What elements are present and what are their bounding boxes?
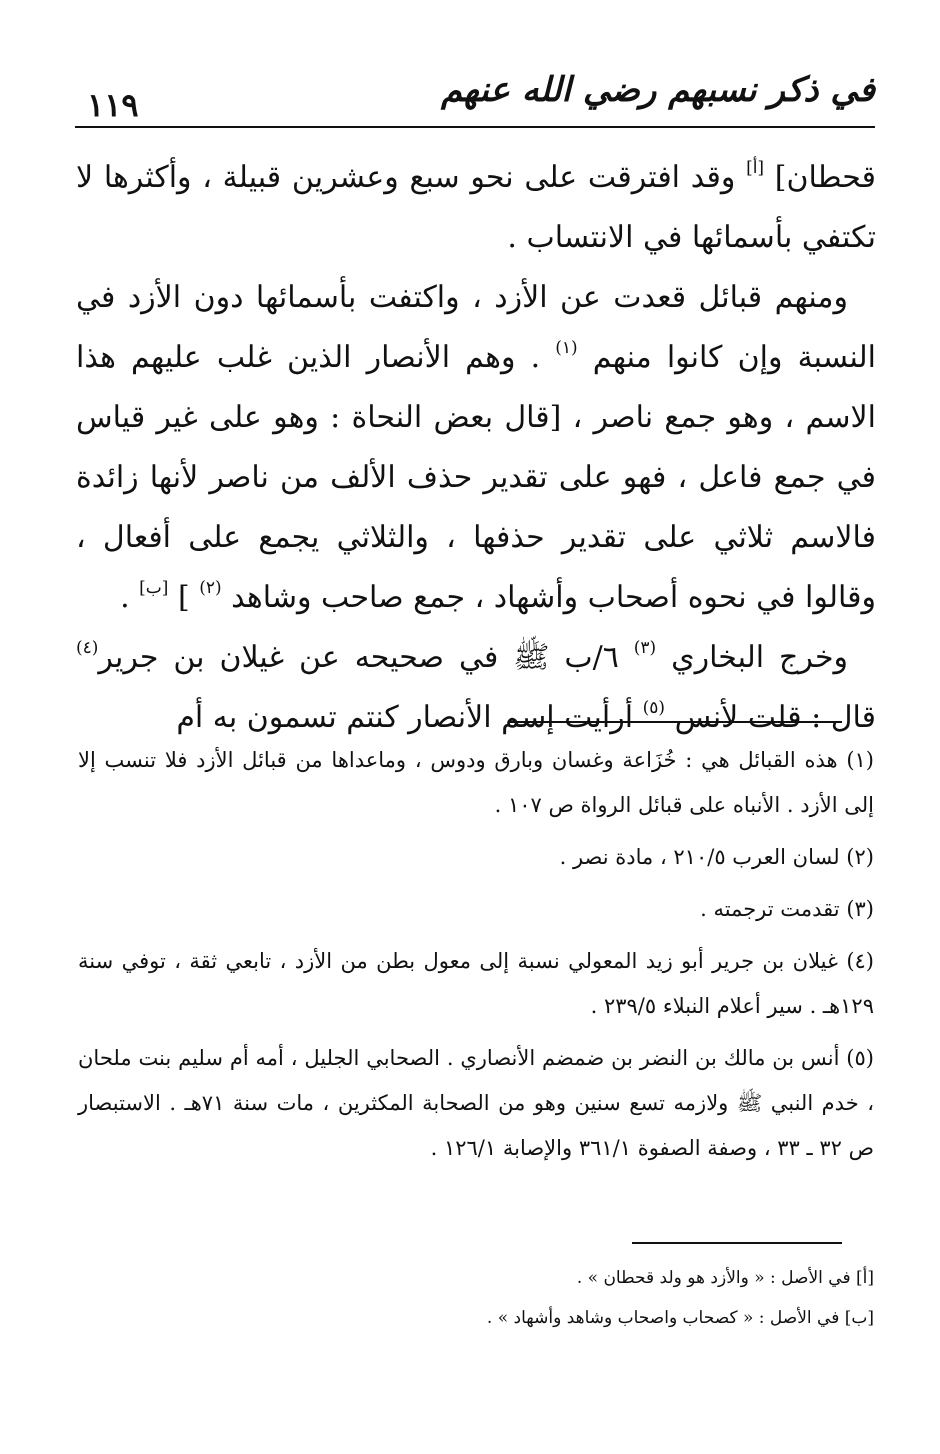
footnote-3: (٣) تقدمت ترجمته . — [700, 897, 874, 921]
footnote-marker: (٥) — [642, 698, 666, 718]
editor-note-marker: [أ] — [746, 158, 765, 178]
editor-note-marker: [ب] — [139, 578, 169, 598]
text-run: قحطان] — [764, 160, 876, 195]
header-rule — [75, 126, 875, 128]
footnote-separator — [510, 721, 842, 723]
paragraph-2 — [76, 268, 876, 628]
running-title-calligraphy: في ذكر نسبهم رضي الله عنهم — [441, 70, 875, 110]
footnote-5: (٥) أنس بن مالك بن النضر بن ضمضم الأنصاري . الصحابي الجليل ، أمه أم سليم بنت ملحان ، خدم النبي ﷺ ولازمه تسع سنين وهو من الصحابة المكثرين ، مات سنة ٧١هـ . الاستبصار ص ٣٢ ـ ٣٣ ، وصفة الصفوة ٣٦١/١ والإصابة ١٢٦/١ . — [78, 1046, 874, 1160]
footnote-marker: (٢) — [199, 578, 222, 598]
page-number: ١١٩ — [87, 86, 139, 124]
text-run: ومنهم قبائل قعدت عن الأزد ، واكتفت بأسمائها دون الأزد في النسبة وإن كانوا منهم — [76, 280, 876, 375]
footnote-2: (٢) لسان العرب ٢١٠/٥ ، مادة نصر . — [559, 845, 874, 869]
page-header — [75, 66, 875, 126]
editor-note-a: [أ] في الأصل : « والأزد هو ولد قحطان » . — [576, 1268, 874, 1288]
text-run: قال : قلت لأنس — [665, 700, 876, 735]
footnote-marker: (٤) — [76, 638, 99, 658]
text-run: . وهم الأنصار الذين غلب عليهم هذا الاسم ، وهو جمع ناصر ، [قال بعض النحاة : وهو على غير قياس في جمع فاعل ، فهو على تقدير حذف الألف من ناصر لأنها زائدة فالاسم ثلاثي على تقدير حذفها ، والثلاثي يجمع على أفعال ، وقالوا في نحوه أصحاب وأشهاد ، جمع صاحب وشاهد — [76, 340, 876, 615]
text-run: . — [120, 580, 140, 615]
text-run: أرأيت إسم الأنصار كنتم تسمون به أم — [176, 700, 643, 735]
text-run: وخرج البخاري — [656, 640, 848, 675]
editor-notes-separator — [632, 1242, 842, 1244]
main-text — [76, 148, 876, 748]
paragraph-1 — [76, 148, 876, 268]
editor-note-b: [ب] في الأصل : « كصحاب واصحاب وشاهد وأشهاد » . — [486, 1308, 874, 1328]
paragraph-3 — [76, 628, 876, 748]
footnote-4: (٤) غيلان بن جرير أبو زيد المعولي نسبة إلى معول بطن من الأزد ، تابعي ثقة ، توفي سنة ١٢٩هـ . سير أعلام النبلاء ٢٣٩/٥ . — [78, 949, 874, 1018]
footnotes — [78, 738, 874, 1178]
footnote-1: (١) هذه القبائل هي : خُزَاعة وغسان وبارق ودوس ، وماعداها من قبائل الأزد فلا تنسب إلا إلى الأزد . الأنباه على قبائل الرواة ص ١٠٧ . — [78, 748, 874, 817]
text-run: وقد افترقت على نحو سبع وعشرين قبيلة ، وأكثرها لا تكتفي بأسمائها في الانتساب . — [76, 160, 876, 255]
footnote-marker: (١) — [555, 338, 578, 358]
footnote-marker: (٣) — [633, 638, 657, 658]
editor-notes — [300, 1262, 874, 1342]
text-run: ٦/ب ﷺ في صحيحه عن غيلان بن جرير — [98, 640, 634, 675]
text-run: ] — [168, 580, 200, 615]
